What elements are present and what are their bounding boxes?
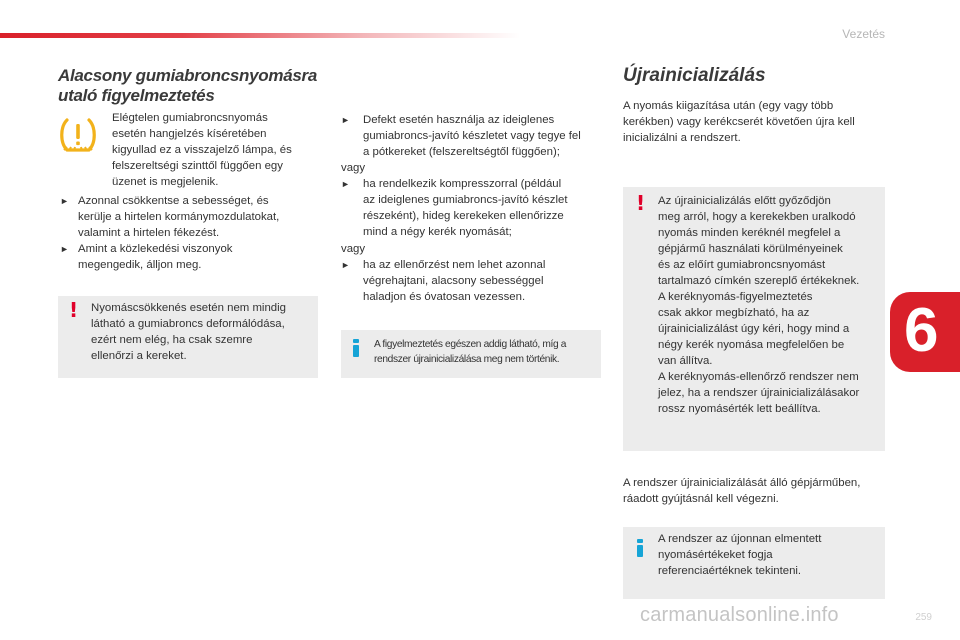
- chapter-title: Vezetés: [842, 27, 885, 41]
- text-line: A figyelmeztetés egészen addig látható, míg a: [374, 339, 567, 350]
- text-line: rossz nyomásérték lett beállítva.: [658, 403, 821, 415]
- text-line: meg arról, hogy a kerekekben uralkodó: [658, 211, 856, 223]
- info-icon: [637, 539, 643, 557]
- text-line: Azonnal csökkentse a sebességet, és: [78, 195, 269, 207]
- text-line: A keréknyomás-figyelmeztetés: [658, 291, 813, 303]
- text-line: az ideiglenes gumiabroncs-javító készlet: [363, 194, 568, 206]
- text-line: ha az ellenőrzést nem lehet azonnal: [363, 259, 546, 271]
- right-intro: [623, 98, 893, 146]
- text-line: A rendszer az újonnan elmentett: [658, 533, 822, 545]
- bullet-arrow-icon: ►: [341, 179, 350, 189]
- warning-box: [623, 187, 885, 451]
- text-line: üzenet is megjelenik.: [112, 176, 219, 188]
- text-line: ha rendelkezik kompresszorral (például: [363, 178, 562, 190]
- text-line: haladjon és óvatosan vezessen.: [363, 291, 526, 303]
- text-line: gumiabroncs-javító készletet vagy tegye fel: [363, 130, 581, 142]
- text-line: csak akkor megbízható, ha az: [658, 307, 810, 319]
- text-line: referenciaértéknek tekinteni.: [658, 565, 802, 577]
- text-line: Az újrainicializálás előtt győződjön: [658, 195, 831, 207]
- left-intro: [112, 110, 322, 190]
- list-item: [341, 112, 606, 160]
- watermark: carmanualsonline.info: [640, 604, 839, 626]
- text-line: látható a gumiabroncs deformálódása,: [91, 318, 285, 330]
- info-icon: [353, 339, 359, 357]
- page-number: 259: [915, 612, 932, 623]
- list-item: [60, 193, 320, 241]
- or-text: vagy: [341, 243, 366, 255]
- text-line: inicializálni a rendszert.: [623, 132, 741, 144]
- text-line: ezért nem elég, ha csak szemre: [91, 334, 253, 346]
- chapter-number: 6: [904, 296, 939, 365]
- text-line: Elégtelen gumiabroncsnyomás: [112, 112, 268, 124]
- text-line: kigyullad ez a visszajelző lámpa, és: [112, 144, 292, 156]
- text-line: A rendszer újrainicializálását álló gépjárműben,: [623, 477, 861, 489]
- text-line: a pótkereket (felszereltségtől függően);: [363, 146, 560, 158]
- text-line: gépjármű használati körülményeinek: [658, 243, 843, 255]
- text-line: ellenőrzi a kereket.: [91, 350, 187, 362]
- text-line: négy kerék nyomása megfelelően be: [658, 339, 845, 351]
- text-line: tartalmazó címkén szereplő értékeknek.: [658, 275, 860, 287]
- text-line: újrainicializálást úgy kéri, hogy mind a: [658, 323, 850, 335]
- text-line: megengedik, álljon meg.: [78, 259, 202, 271]
- bullet-arrow-icon: ►: [60, 196, 69, 206]
- info-box: [341, 330, 601, 378]
- text-line: kerülje a hirtelen kormánymozdulatokat,: [78, 211, 280, 223]
- left-section-title: Alacsony gumiabroncsnyomásra utaló figyelmeztetés: [58, 66, 317, 105]
- list-item: [341, 176, 606, 240]
- right-section-title: Újrainicializálás: [623, 65, 766, 86]
- or-text: vagy: [341, 162, 366, 174]
- text-line: kerékben) vagy kerékcserét követően újra kell: [623, 116, 855, 128]
- list-item: [341, 257, 606, 305]
- text-line: nyomásértékeket fogja: [658, 549, 773, 561]
- text-line: végrehajtani, alacsony sebességgel: [363, 275, 544, 287]
- text-line: nyomás minden keréknél megfelel a: [658, 227, 841, 239]
- text-line: jelez, ha a rendszer újrainicializálásakor: [658, 387, 860, 399]
- tire-pressure-warning-icon: [58, 116, 98, 154]
- text-line: A keréknyomás-ellenőrző rendszer nem: [658, 371, 859, 383]
- text-line: Amint a közlekedési viszonyok: [78, 243, 233, 255]
- bullet-arrow-icon: ►: [341, 115, 350, 125]
- list-item: [60, 241, 320, 273]
- text-line: valamint a hirtelen fékezést.: [78, 227, 220, 239]
- bullet-arrow-icon: ►: [60, 244, 69, 254]
- text-line: felszereltségi szinttől függően egy: [112, 160, 283, 172]
- text-line: ráadott gyújtásnál kell végezni.: [623, 493, 779, 505]
- text-line: esetén hangjelzés kíséretében: [112, 128, 267, 140]
- exclamation-icon: !: [636, 191, 646, 215]
- exclamation-icon: !: [69, 298, 79, 322]
- text-line: Defekt esetén használja az ideiglenes: [363, 114, 555, 126]
- warning-box: [58, 296, 318, 378]
- text-line: rendszer újrainicializálása meg nem történik.: [374, 354, 560, 365]
- header-accent-bar: [0, 33, 520, 38]
- text-line: A nyomás kiigazítása után (egy vagy több: [623, 100, 834, 112]
- text-line: és az előírt gumiabroncsnyomást: [658, 259, 826, 271]
- text-line: mind a négy kerék nyomását;: [363, 226, 512, 238]
- text-line: részeként), hideg kerekeken ellenőrizze: [363, 210, 564, 222]
- bullet-arrow-icon: ►: [341, 260, 350, 270]
- info-box: [623, 527, 885, 599]
- text-line: van állítva.: [658, 355, 713, 367]
- text-line: Nyomáscsökkenés esetén nem mindig: [91, 302, 286, 314]
- chapter-tab: [890, 292, 960, 372]
- right-paragraph: [623, 475, 898, 507]
